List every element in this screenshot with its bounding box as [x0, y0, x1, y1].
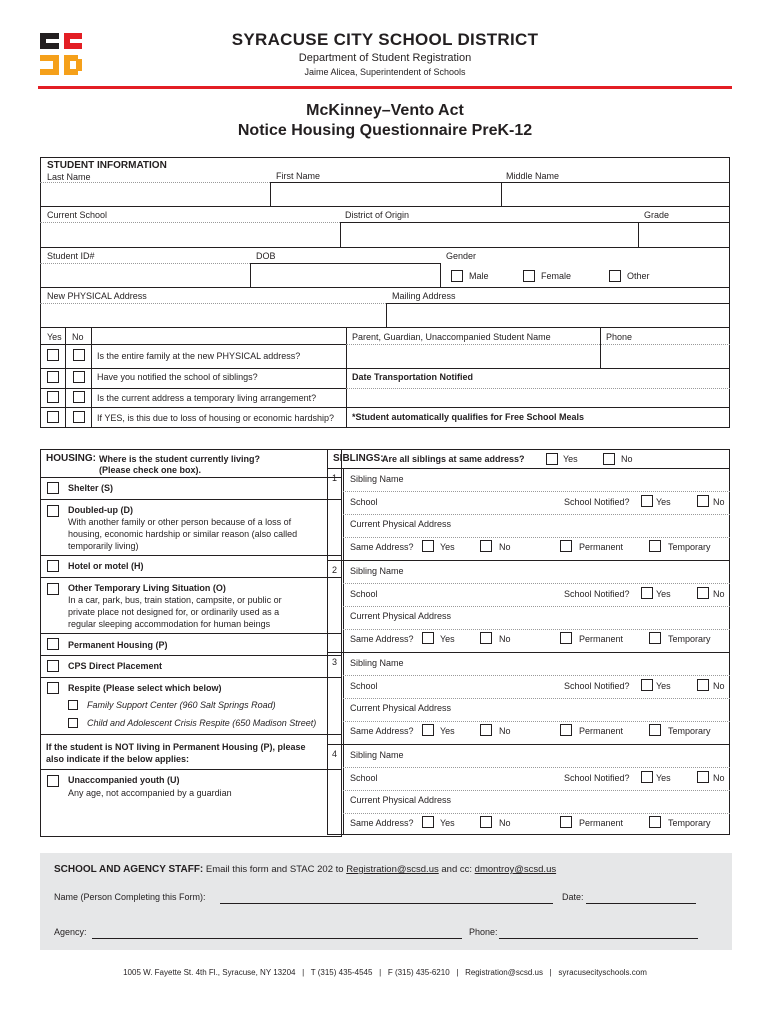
temporary-label: Temporary — [668, 726, 711, 736]
gender-other-label: Other — [627, 271, 650, 281]
parent-name-field[interactable] — [347, 345, 599, 367]
sibling-name-label: Sibling Name — [350, 750, 404, 760]
temporary-checkbox[interactable] — [649, 540, 661, 552]
temporary-label: Temporary — [668, 542, 711, 552]
sibling-school-label: School — [350, 497, 378, 507]
unaccompanied-label: Unaccompanied youth (U) — [68, 775, 180, 785]
school-notified-label: School Notified? — [564, 773, 630, 783]
current-address-label: Current Physical Address — [350, 703, 452, 713]
current-school-label: Current School — [47, 210, 108, 220]
permanent-label: Permanent — [579, 634, 624, 644]
header-rule — [38, 86, 732, 89]
same-address-no-label: No — [499, 634, 511, 644]
free-meals-note: *Student automatically qualifies for Free School Meals — [352, 412, 585, 422]
not-permanent-note-2: also indicate if the below applies: — [46, 754, 190, 764]
sibling-number: 1 — [332, 473, 338, 483]
same-address-yes-checkbox[interactable] — [422, 724, 434, 736]
school-notified-yes-checkbox[interactable] — [641, 679, 653, 691]
siblings-yes-label: Yes — [563, 454, 578, 464]
question-1: Is the entire family at the new PHYSICAL address? — [97, 351, 301, 361]
siblings-heading: SIBLINGS: — [333, 453, 384, 464]
housing-question: Where is the student currently living? — [99, 454, 261, 464]
current-address-label: Current Physical Address — [350, 795, 452, 805]
staff-heading: SCHOOL AND AGENCY STAFF: — [54, 864, 204, 875]
same-address-no-label: No — [499, 542, 511, 552]
permanent-housing-label: Permanent Housing (P) — [68, 640, 168, 650]
sibling-number: 2 — [332, 565, 338, 575]
school-notified-no-label: No — [713, 497, 725, 507]
first-name-field[interactable] — [271, 183, 500, 205]
school-notified-yes-checkbox[interactable] — [641, 587, 653, 599]
same-address-label: Same Address? — [350, 542, 414, 552]
student-id-field[interactable] — [41, 264, 249, 286]
gender-label: Gender — [446, 251, 477, 261]
crisis-respite-checkbox[interactable] — [68, 718, 78, 728]
question-4: If YES, is this due to loss of housing or economic hardship? — [97, 413, 334, 423]
current-address-label: Current Physical Address — [350, 611, 452, 621]
sibling-school-label: School — [350, 589, 378, 599]
grade-label: Grade — [644, 210, 670, 220]
school-notified-no-checkbox[interactable] — [697, 587, 709, 599]
last-name-field[interactable] — [41, 183, 269, 205]
same-address-yes-label: Yes — [440, 634, 455, 644]
not-permanent-note-1: If the student is NOT living in Permanent Housing (P), please — [46, 742, 306, 752]
mailing-address-label: Mailing Address — [392, 291, 456, 301]
siblings-yes-checkbox[interactable] — [546, 453, 558, 465]
phone-field[interactable] — [601, 345, 729, 367]
district-origin-field[interactable] — [341, 223, 637, 246]
gender-male-label: Male — [469, 271, 489, 281]
student-id-label: Student ID# — [47, 251, 95, 261]
school-notified-yes-label: Yes — [656, 681, 671, 691]
temporary-checkbox[interactable] — [649, 816, 661, 828]
date-transport-label: Date Transportation Notified — [352, 372, 474, 382]
new-address-label: New PHYSICAL Address — [47, 291, 147, 301]
completer-name-label: Name (Person Completing this Form): — [54, 892, 206, 902]
registration-email[interactable]: Registration@scsd.us — [346, 864, 439, 875]
school-notified-yes-label: Yes — [656, 773, 671, 783]
q4-yes-checkbox[interactable] — [47, 411, 59, 423]
school-notified-no-checkbox[interactable] — [697, 771, 709, 783]
cps-checkbox[interactable] — [47, 660, 59, 672]
sibling-number: 4 — [332, 749, 338, 759]
school-notified-yes-label: Yes — [656, 589, 671, 599]
student-info-heading: STUDENT INFORMATION — [47, 160, 167, 171]
no-col-header: No — [72, 332, 84, 342]
gender-other-checkbox[interactable] — [609, 270, 621, 282]
date-transport-field[interactable] — [347, 389, 729, 407]
sibling-name-label: Sibling Name — [350, 566, 404, 576]
date-field[interactable] — [586, 903, 696, 904]
agency-label: Agency: — [54, 927, 87, 937]
gender-male-checkbox[interactable] — [451, 270, 463, 282]
doubled-up-desc-2: housing, economic hardship or similar reason (also called — [68, 529, 298, 539]
crisis-respite-label: Child and Adolescent Crisis Respite (650 Madison Street) — [87, 718, 317, 728]
permanent-checkbox[interactable] — [560, 632, 572, 644]
staff-instructions — [54, 864, 556, 875]
doubled-up-checkbox[interactable] — [47, 505, 59, 517]
form-title-line2: Notice Housing Questionnaire PreK-12 — [237, 122, 533, 139]
sibling-school-label: School — [350, 773, 378, 783]
mailing-address-field[interactable] — [387, 304, 729, 326]
permanent-label: Permanent — [579, 818, 624, 828]
same-address-no-checkbox[interactable] — [480, 540, 492, 552]
new-address-field[interactable] — [41, 304, 385, 326]
same-address-yes-label: Yes — [440, 542, 455, 552]
permanent-label: Permanent — [579, 542, 624, 552]
same-address-no-label: No — [499, 818, 511, 828]
school-notified-yes-label: Yes — [656, 497, 671, 507]
staff-phone-label: Phone: — [469, 927, 498, 937]
completer-name-field[interactable] — [220, 903, 553, 904]
q1-yes-checkbox[interactable] — [47, 349, 59, 361]
district-name: SYRACUSE CITY SCHOOL DISTRICT — [231, 30, 539, 49]
siblings-no-checkbox[interactable] — [603, 453, 615, 465]
other-temporary-desc-2: private place not designed for, or ordinarily used as a — [68, 607, 280, 617]
gender-female-label: Female — [541, 271, 572, 281]
permanent-housing-checkbox[interactable] — [47, 638, 59, 650]
middle-name-label: Middle Name — [506, 171, 560, 181]
parent-name-label: Parent, Guardian, Unaccompanied Student Name — [352, 332, 551, 342]
other-temporary-checkbox[interactable] — [47, 583, 59, 595]
other-temporary-desc-3: regular sleeping accommodation for human beings — [68, 619, 271, 629]
other-temporary-label: Other Temporary Living Situation (O) — [68, 583, 226, 593]
school-notified-label: School Notified? — [564, 589, 630, 599]
respite-label: Respite (Please select which below) — [68, 683, 222, 693]
sibling-name-label: Sibling Name — [350, 474, 404, 484]
school-notified-label: School Notified? — [564, 681, 630, 691]
school-notified-label: School Notified? — [564, 497, 630, 507]
same-address-label: Same Address? — [350, 634, 414, 644]
same-address-label: Same Address? — [350, 726, 414, 736]
same-address-no-label: No — [499, 726, 511, 736]
cc-email[interactable]: dmontroy@scsd.us — [474, 864, 557, 875]
sibling-number: 3 — [332, 657, 338, 667]
unaccompanied-desc: Any age, not accompanied by a guardian — [68, 788, 232, 798]
hotel-label: Hotel or motel (H) — [68, 561, 144, 571]
sibling-school-label: School — [350, 681, 378, 691]
cps-label: CPS Direct Placement — [68, 661, 163, 671]
superintendent: Jaime Alicea, Superintendent of Schools — [304, 67, 466, 77]
housing-heading: HOUSING: — [46, 453, 96, 464]
dob-field[interactable] — [251, 264, 439, 286]
district-origin-label: District of Origin — [345, 210, 410, 220]
school-notified-yes-checkbox[interactable] — [641, 495, 653, 507]
unaccompanied-checkbox[interactable] — [47, 775, 59, 787]
same-address-yes-checkbox[interactable] — [422, 540, 434, 552]
and-cc-text: and cc: — [441, 864, 473, 875]
department-name: Department of Student Registration — [298, 52, 472, 64]
hotel-checkbox[interactable] — [47, 560, 59, 572]
shelter-checkbox[interactable] — [47, 482, 59, 494]
current-school-field[interactable] — [41, 223, 339, 246]
staff-phone-field[interactable] — [499, 938, 698, 939]
temporary-checkbox[interactable] — [649, 724, 661, 736]
school-notified-yes-checkbox[interactable] — [641, 771, 653, 783]
form-title-line1: McKinney–Vento Act — [306, 102, 464, 119]
siblings-no-label: No — [621, 454, 633, 464]
housing-instruction: (Please check one box). — [99, 465, 202, 475]
same-address-yes-checkbox[interactable] — [422, 816, 434, 828]
temporary-checkbox[interactable] — [649, 632, 661, 644]
q1-no-checkbox[interactable] — [73, 349, 85, 361]
last-name-label: Last Name — [47, 172, 91, 182]
respite-checkbox[interactable] — [47, 682, 59, 694]
temporary-label: Temporary — [668, 634, 711, 644]
same-address-yes-label: Yes — [440, 726, 455, 736]
doubled-up-desc-3: temporarily living) — [68, 541, 139, 551]
permanent-checkbox[interactable] — [560, 540, 572, 552]
q3-yes-checkbox[interactable] — [47, 391, 59, 403]
gender-female-checkbox[interactable] — [523, 270, 535, 282]
permanent-checkbox[interactable] — [560, 816, 572, 828]
siblings-question: Are all siblings at same address? — [382, 454, 525, 464]
same-address-no-checkbox[interactable] — [480, 816, 492, 828]
middle-name-field[interactable] — [502, 183, 729, 205]
doubled-up-label: Doubled-up (D) — [68, 505, 133, 515]
same-address-yes-checkbox[interactable] — [422, 632, 434, 644]
permanent-checkbox[interactable] — [560, 724, 572, 736]
school-notified-no-label: No — [713, 773, 725, 783]
sibling-name-label: Sibling Name — [350, 658, 404, 668]
shelter-label: Shelter (S) — [68, 483, 114, 493]
question-2: Have you notified the school of siblings? — [97, 372, 258, 382]
school-notified-no-label: No — [713, 681, 725, 691]
same-address-label: Same Address? — [350, 818, 414, 828]
first-name-label: First Name — [276, 171, 321, 181]
question-3: Is the current address a temporary living arrangement? — [97, 393, 317, 403]
other-temporary-desc-1: In a car, park, bus, train station, campsite, or public or — [68, 595, 282, 605]
doubled-up-desc-1: With another family or other person because of a loss of — [68, 517, 292, 527]
family-support-label: Family Support Center (960 Salt Springs Road) — [87, 700, 276, 710]
same-address-yes-label: Yes — [440, 818, 455, 828]
current-address-label: Current Physical Address — [350, 519, 452, 529]
footer-contact: 1005 W. Fayette St. 4th Fl., Syracuse, NY 13204 | T (315) 435-4545 | F (315) 435-6210 | Registration@scsd.us | syracusecityschools.com — [123, 968, 647, 977]
yes-col-header: Yes — [47, 332, 62, 342]
q3-no-checkbox[interactable] — [73, 391, 85, 403]
q4-no-checkbox[interactable] — [73, 411, 85, 423]
q2-no-checkbox[interactable] — [73, 371, 85, 383]
grade-field[interactable] — [639, 223, 729, 246]
same-address-no-checkbox[interactable] — [480, 724, 492, 736]
same-address-no-checkbox[interactable] — [480, 632, 492, 644]
agency-field[interactable] — [92, 938, 462, 939]
phone-label: Phone — [606, 332, 633, 342]
family-support-checkbox[interactable] — [68, 700, 78, 710]
date-label: Date: — [562, 892, 584, 902]
school-notified-no-checkbox[interactable] — [697, 495, 709, 507]
temporary-label: Temporary — [668, 818, 711, 828]
school-notified-no-checkbox[interactable] — [697, 679, 709, 691]
school-notified-no-label: No — [713, 589, 725, 599]
permanent-label: Permanent — [579, 726, 624, 736]
staff-instruction-text: Email this form and STAC 202 to — [205, 864, 344, 875]
dob-label: DOB — [256, 251, 276, 261]
q2-yes-checkbox[interactable] — [47, 371, 59, 383]
